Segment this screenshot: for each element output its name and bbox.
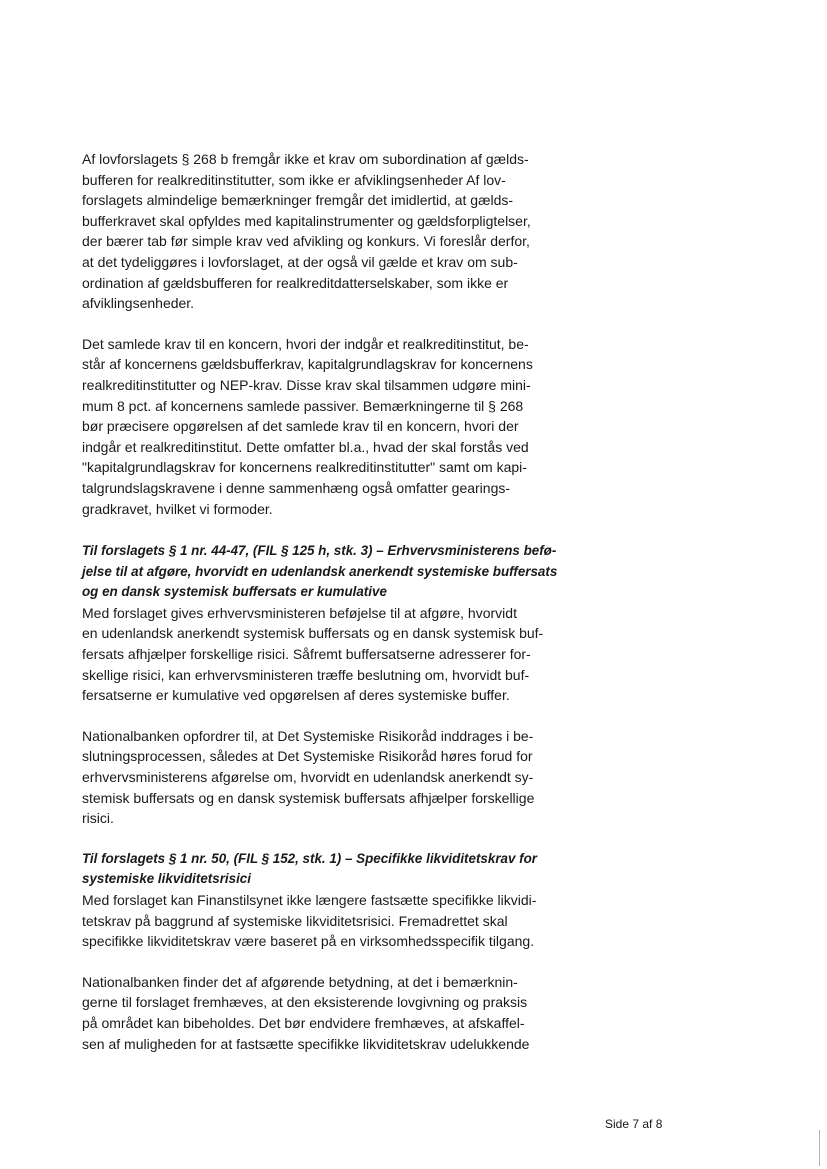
text-line: Af lovforslagets § 268 b fremgår ikke et krav om subordination af gælds-: [82, 151, 529, 167]
paragraph-subordination: [82, 149, 582, 314]
paragraph-group-requirement: [82, 334, 582, 519]
text-line: Med forslaget kan Finanstilsynet ikke længere fastsætte specifikke likvidi-: [82, 892, 537, 908]
text-line: ordination af gældsbufferen for realkreditdatterselskaber, som ikke er: [82, 274, 509, 291]
text-line: forslagets almindelige bemærkninger fremgår det imidlertid, at gælds-: [82, 192, 514, 209]
text-line: Nationalbanken finder det af afgørende betydning, at det i bemærknin-: [82, 973, 518, 990]
text-line: bufferen for realkreditinstitutter, som ikke er afviklingsenheder Af lov-: [82, 171, 506, 188]
text-line: står af koncernens gældsbufferkrav, kapitalgrundlagskrav for koncernens: [82, 356, 533, 373]
section-heading-systemic-buffer: [82, 541, 582, 603]
page-edge-divider: [819, 1130, 820, 1166]
text-line: bør præcisere opgørelsen af det samlede krav til en koncern, hvori der: [82, 418, 519, 435]
text-line: specifikke likviditetskrav være baseret på en virksomhedsspecifik tilgang.: [82, 933, 535, 950]
text-line: der bærer tab før simple krav ved afvikling og konkurs. Vi foreslår derfor,: [82, 233, 530, 250]
text-line: Nationalbanken opfordrer til, at Det Systemiske Risikoråd inddrages i be-: [82, 727, 534, 744]
text-line: gerne til forslaget fremhæves, at den eksisterende lovgivning og praksis: [82, 994, 528, 1011]
page-number: Side 7 af 8: [605, 1117, 663, 1131]
text-line: mum 8 pct. af koncernens samlede passiver. Bemærkningerne til § 268: [82, 397, 524, 414]
paragraph-risk-council: [82, 726, 582, 829]
paragraph-liquidity-requirements: [82, 890, 582, 952]
paragraph-nationalbank-view: [82, 972, 582, 1054]
text-line: erhvervsministerens afgørelse om, hvorvidt en udenlandsk anerkendt sy-: [82, 769, 534, 786]
text-line: bufferkravet skal opfyldes med kapitalinstrumenter og gældsforpligtelser,: [82, 212, 531, 229]
heading-line: Til forslagets § 1 nr. 50, (FIL § 152, stk. 1) – Specifikke likviditetskrav for: [82, 850, 537, 866]
text-line: fersatserne er kumulative ved opgørelsen af deres systemiske buffer.: [82, 687, 510, 704]
text-line: indgår et realkreditinstitut. Dette omfatter bl.a., hvad der skal forstås ved: [82, 438, 529, 455]
text-line: risici.: [82, 810, 114, 827]
paragraph-minister-authority: [82, 603, 582, 706]
heading-line: systemiske likviditetsrisici: [82, 871, 251, 887]
text-line: Det samlede krav til en koncern, hvori der indgår et realkreditinstitut, be-: [82, 335, 529, 352]
text-line: en udenlandsk anerkendt systemisk buffersats og en dansk systemisk buf-: [82, 625, 544, 642]
text-line: sen af muligheden for at fastsætte specifikke likviditetskrav udelukkende: [82, 1035, 530, 1052]
text-line: skellige risici, kan erhvervsministeren træffe beslutning om, hvorvidt buf-: [82, 666, 530, 683]
text-line: fersats afhjælper forskellige risici. Såfremt buffersatserne adresserer for-: [82, 646, 531, 663]
text-line: stemisk buffersats og en dansk systemisk buffersats afhjælper forskellige: [82, 789, 535, 806]
document-body: [82, 149, 582, 1074]
heading-line: og en dansk systemisk buffersats er kumulative: [82, 584, 387, 600]
text-line: gradkravet, hvilket vi formoder.: [82, 500, 273, 517]
text-line: tetskrav på baggrund af systemiske likviditetsrisici. Fremadrettet skal: [82, 912, 508, 929]
text-line: Med forslaget gives erhvervsministeren beføjelse til at afgøre, hvorvidt: [82, 604, 517, 621]
heading-line: jelse til at afgøre, hvorvidt en udenlandsk anerkendt systemiske buffersats: [82, 563, 558, 579]
text-line: talgrundslagskravene i denne sammenhæng også omfatter gearings-: [82, 479, 511, 496]
section-heading-liquidity: [82, 849, 582, 890]
text-line: realkreditinstitutter og NEP-krav. Disse krav skal tilsammen udgøre mini-: [82, 376, 531, 393]
text-line: "kapitalgrundlagskrav for koncernens realkreditinstitutter" samt om kapi-: [82, 459, 527, 476]
text-line: slutningsprocessen, således at Det Systemiske Risikoråd høres forud for: [82, 748, 533, 765]
text-line: på området kan bibeholdes. Det bør endvidere fremhæves, at afskaffel-: [82, 1014, 525, 1031]
text-line: afviklingsenheder.: [82, 295, 195, 312]
heading-line: Til forslagets § 1 nr. 44-47, (FIL § 125 h, stk. 3) – Erhvervsministerens befø-: [82, 543, 557, 559]
text-line: at det tydeliggøres i lovforslaget, at der også vil gælde et krav om sub-: [82, 253, 518, 270]
